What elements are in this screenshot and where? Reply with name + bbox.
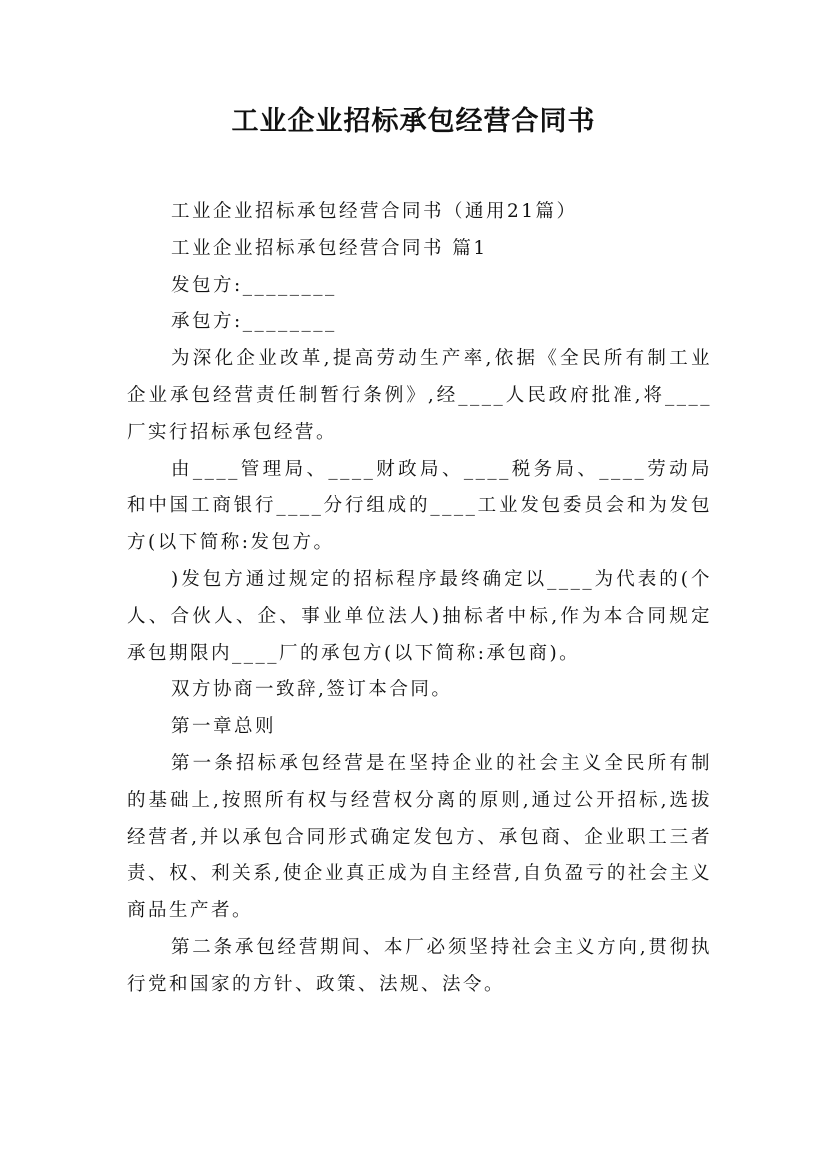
paragraph-article-one: 第一条招标承包经营是在坚持企业的社会主义全民所有制的基础上,按照所有权与经营权分离的原则,通过公开招标,选拔经营者,并以承包合同形式确定发包方、承包商、企业职工三者责、权、利关系,使企业真正成为自主经营,自负盈亏的社会主义商品生产者。 (127, 752, 712, 922)
paragraph-committee: 由____管理局、____财政局、____税务局、____劳动局和中国工商银行____分行组成的____工业发包委员会和为发包方(以下简称:发包方。 (127, 458, 712, 554)
paragraph-chapter-one: 第一章总则 (171, 716, 277, 738)
paragraph-party-a: 发包方:________ (171, 274, 337, 296)
paragraph-preamble: 为深化企业改革,提高劳动生产率,依据《全民所有制工业企业承包经营责任制暂行条例》,经____人民政府批准,将____厂实行招标承包经营。 (127, 348, 712, 443)
paragraph-party-b: 承包方:________ (171, 311, 337, 333)
paragraph-collection-title: 工业企业招标承包经营合同书（通用21篇） (171, 201, 578, 222)
paragraph-chapter-heading: 工业企业招标承包经营合同书 篇1 (171, 237, 488, 259)
paragraph-article-two: 第二条承包经营期间、本厂必须坚持社会主义方向,贯彻执行党和国家的方针、政策、法规、法令。 (127, 936, 712, 995)
paragraph-agreement: 双方协商一致辞,签订本合同。 (171, 679, 453, 701)
document-title: 工业企业招标承包经营合同书 (231, 106, 596, 137)
paragraph-tender: )发包方通过规定的招标程序最终确定以____为代表的(个人、合伙人、企、事业单位法人)抽标者中标,作为本合同规定承包期限内____厂的承包方(以下简称:承包商)。 (127, 568, 712, 664)
document-body (127, 194, 712, 1004)
